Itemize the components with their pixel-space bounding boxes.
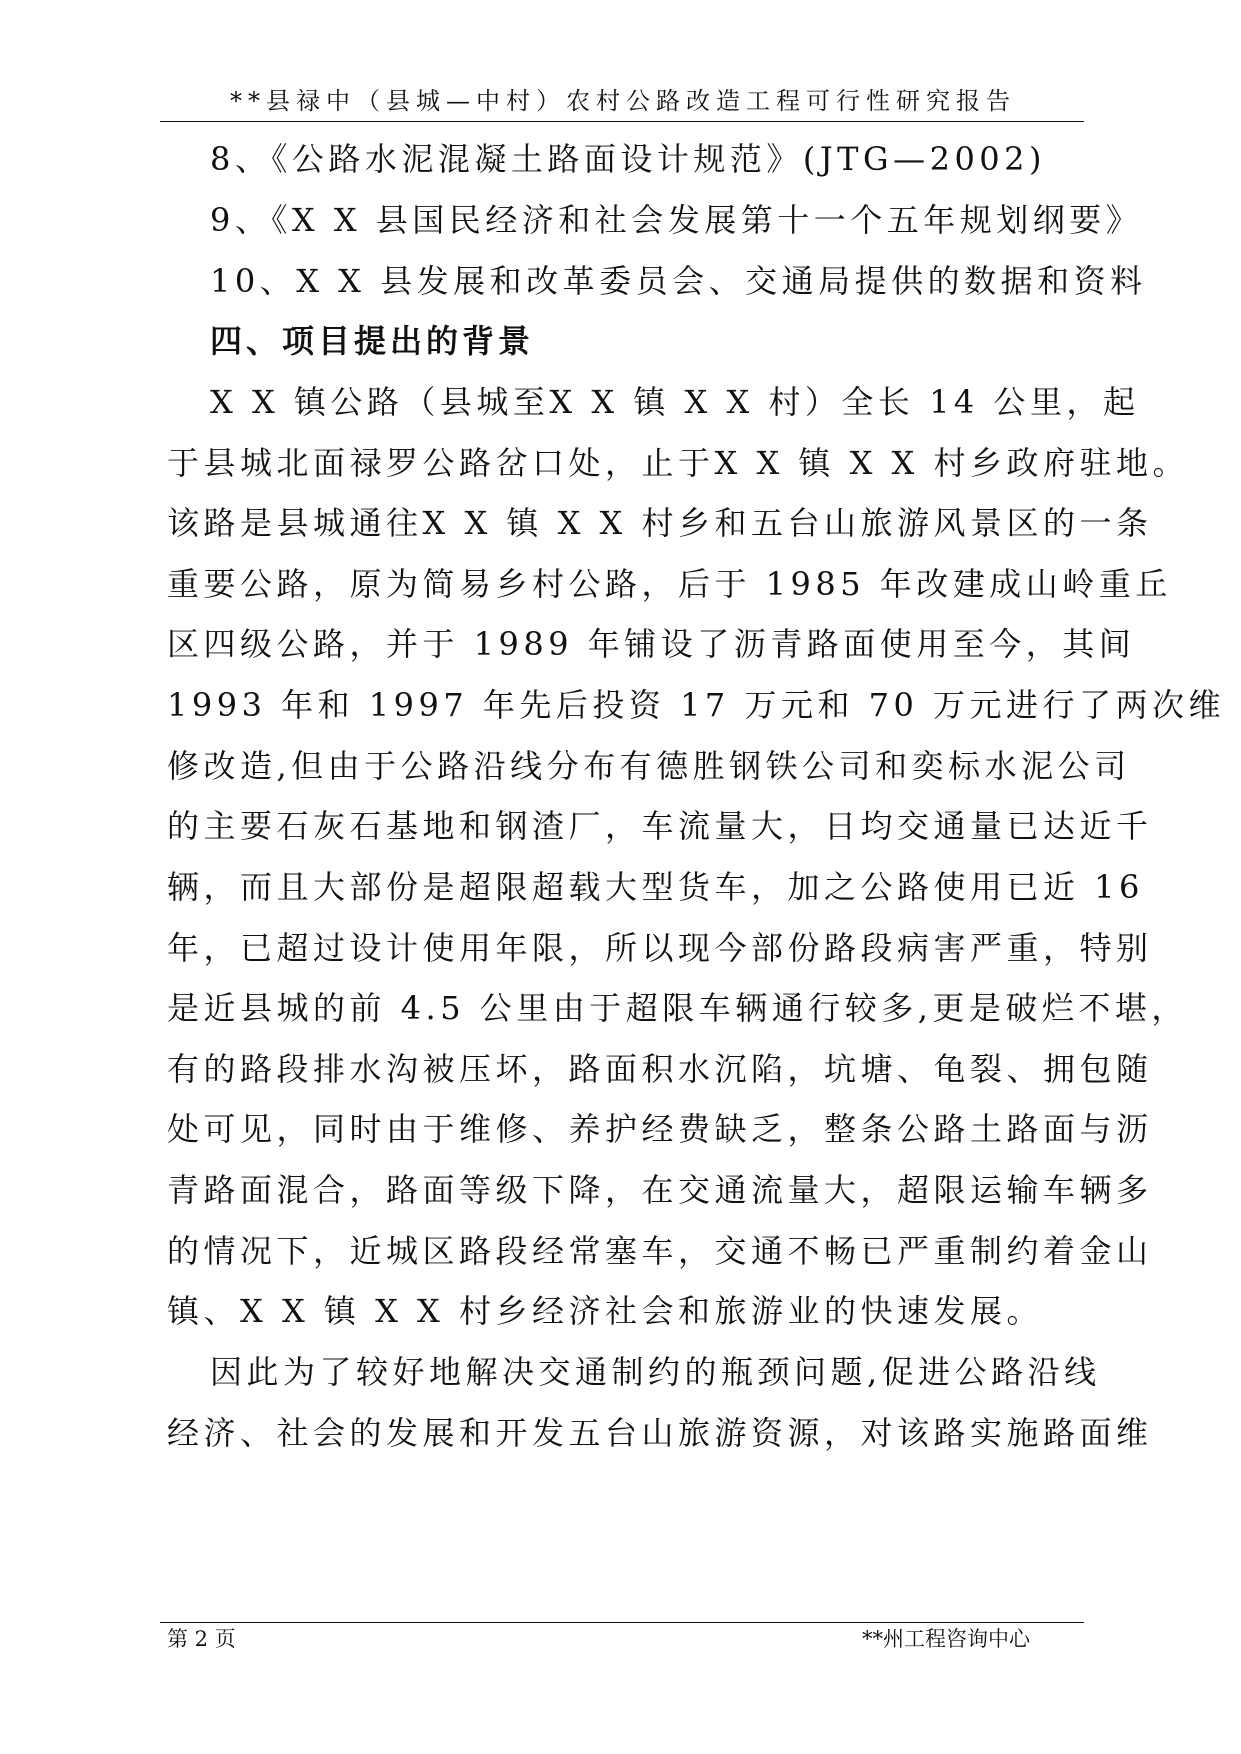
paragraph-line: 处可见，同时由于维修、养护经费缺乏，整条公路土路面与沥 — [167, 1110, 1153, 1148]
paragraph-line: 是近县城的前 4.5 公里由于超限车辆通行较多,更是破烂不堪， — [167, 989, 1188, 1027]
paragraph-line: 区四级公路，并于 1989 年铺设了沥青路面使用至今，其间 — [167, 625, 1136, 663]
page-header-title: **县禄中（县城—中村）农村公路改造工程可行性研究报告 — [230, 87, 1016, 115]
header-divider — [160, 121, 1084, 122]
paragraph-line: 重要公路，原为简易乡村公路，后于 1985 年改建成山岭重丘 — [167, 565, 1172, 603]
page-number: 第 2 页 — [167, 1627, 236, 1651]
organization-name: **州工程咨询中心 — [862, 1627, 1030, 1651]
paragraph-line: 镇、X X 镇 X X 村乡经济社会和旅游业的快速发展。 — [167, 1292, 1043, 1330]
paragraph-line: 该路是县城通往X X 镇 X X 村乡和五台山旅游风景区的一条 — [167, 504, 1153, 542]
paragraph-line: 的情况下，近城区路段经常塞车，交通不畅已严重制约着金山 — [167, 1232, 1153, 1270]
paragraph-line: 的主要石灰石基地和钢渣厂，车流量大，日均交通量已达近千 — [167, 807, 1153, 845]
paragraph-line: 于县城北面禄罗公路岔口处，止于X X 镇 X X 村乡政府驻地。 — [167, 444, 1189, 482]
reference-item-9: 9、《X X 县国民经济和社会发展第十一个五年规划纲要》 — [210, 201, 1143, 239]
footer-divider — [160, 1622, 1084, 1623]
reference-item-10: 10、X X 县发展和改革委员会、交通局提供的数据和资料 — [210, 262, 1147, 300]
paragraph-line: 因此为了较好地解决交通制约的瓶颈问题,促进公路沿线 — [210, 1353, 1101, 1391]
paragraph-line: 经济、社会的发展和开发五台山旅游资源，对该路实施路面维 — [167, 1414, 1153, 1452]
paragraph-line: X X 镇公路（县城至X X 镇 X X 村）全长 14 公里，起 — [210, 383, 1140, 421]
paragraph-line: 修改造,但由于公路沿线分布有德胜钢铁公司和奕标水泥公司 — [167, 747, 1131, 785]
paragraph-line: 有的路段排水沟被压坏，路面积水沉陷，坑塘、龟裂、拥包随 — [167, 1050, 1153, 1088]
reference-item-8: 8、《公路水泥混凝土路面设计规范》(JTG—2002) — [210, 140, 1047, 178]
paragraph-line: 1993 年和 1997 年先后投资 17 万元和 70 万元进行了两次维 — [167, 686, 1226, 724]
section-heading: 四、项目提出的背景 — [210, 322, 535, 360]
paragraph-line: 辆，而且大部份是超限超载大型货车，加之公路使用已近 16 — [167, 868, 1144, 906]
paragraph-line: 年，已超过设计使用年限，所以现今部份路段病害严重，特别 — [167, 929, 1153, 967]
paragraph-line: 青路面混合，路面等级下降，在交通流量大，超限运输车辆多 — [167, 1171, 1153, 1209]
